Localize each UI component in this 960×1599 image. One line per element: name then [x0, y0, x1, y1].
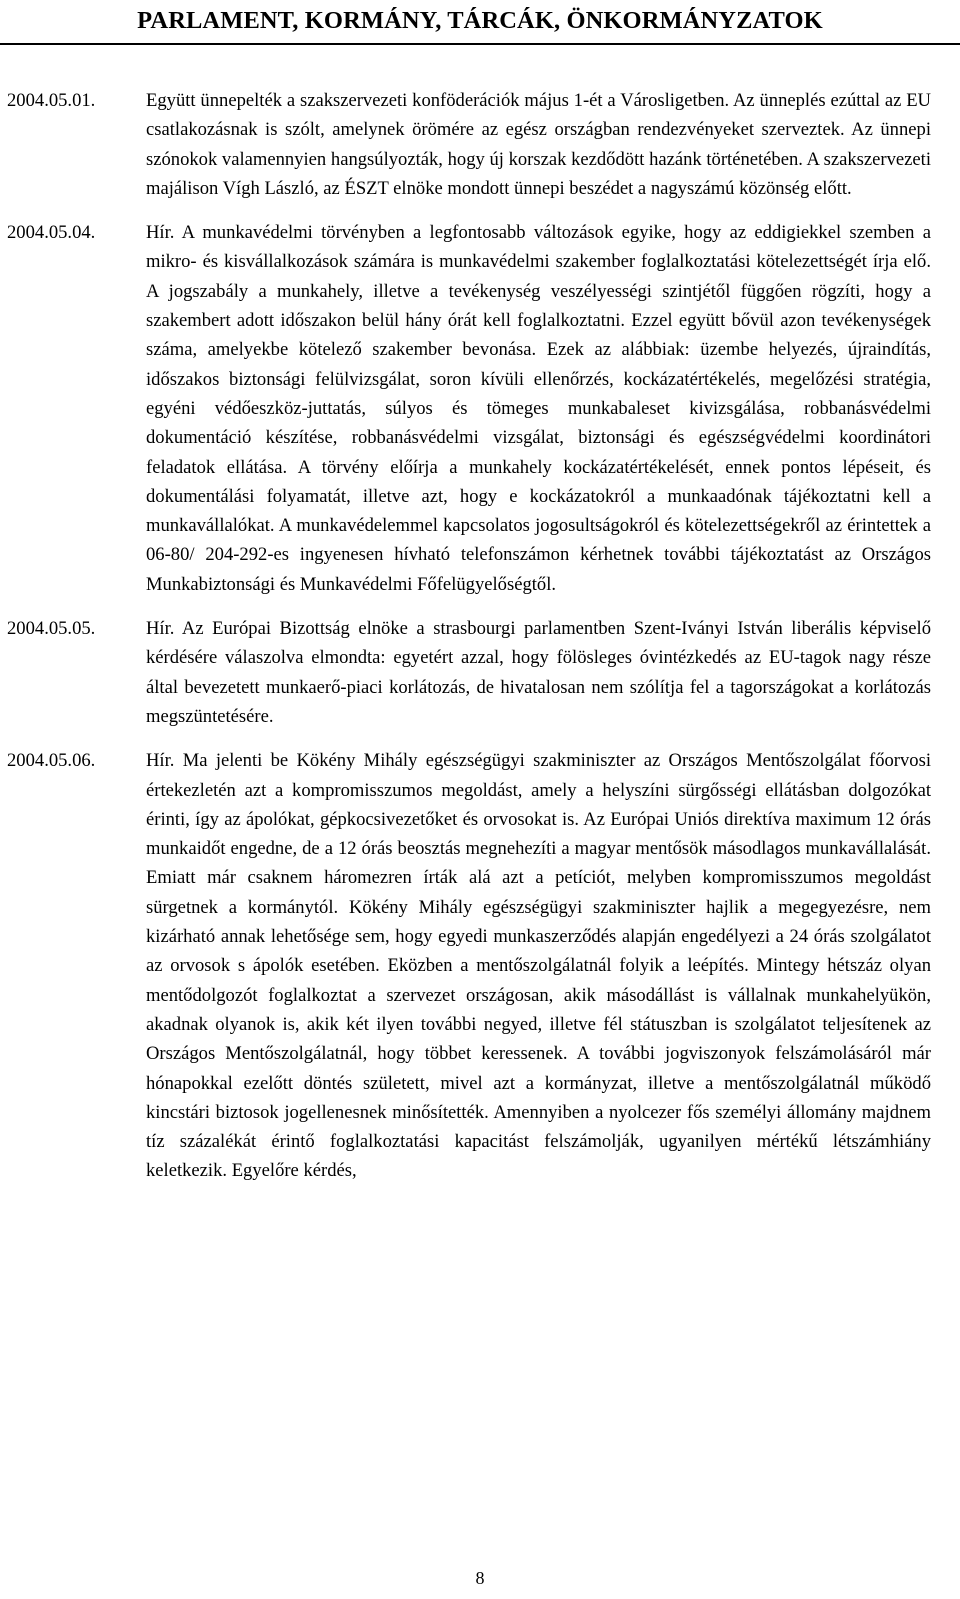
entry-text: Hír. A munkavédelmi törvényben a legfontosabb változások egyike, hogy az eddigiekkel szemben a mikro- és kisvállalkozások számára is munkavédelmi szakember foglalkoztatási kötelezettségét írja elő. A jogszabály a munkahely, illetve a tevékenység veszélyességi szintjétől függően rögzíti, hogy a szakembert adott időszakon belül hány órát kell foglalkoztatni. Ezzel együtt bővül azon tevékenységek száma, amelyekbe kötelező szakember bevonása. Ezek az alábbiak: üzembe helyezés, újraindítás, időszakos biztonsági felülvizsgálat, soron kívüli ellenőrzés, kockázatértékelés, megelőzési stratégia, egyéni védőeszköz-juttatás, súlyos és tömeges munkabaleset kivizsgálása, robbanásvédelmi dokumentáció készítése, robbanásvédelmi vizsgálat, biztonsági és egészségvédelmi koordinátori feladatok ellátása. A törvény előírja a munkahely kockázatértékelését, ennek pontos lépéseit, és dokumentálási folyamatát, illetve azt, hogy e kockázatokról a munkaadónak tájékoztatni kell a munkavállalókat. A munkavédelemmel kapcsolatos jogosultságokról és kötelezettségekről az érintettek a 06-80/ 204-292-es ingyenesen hívható telefonszámon kérhetnek további tájékoztatást az Országos Munkabiztonsági és Munkavédelmi Főfelügyelőségtől.	[146, 222, 931, 595]
entry-text: Együtt ünnepelték a szakszervezeti konföderációk május 1-ét a Városligetben. Az ünneplés ezúttal az EU csatlakozásnak is szólt, amelynek örömére az egész országban rendezvényeket szerveztek. Az ünnepi szónokok valamennyien hangsúlyozták, hogy új korszak kezdődött hazánk történetében. A szakszervezeti majálison Vígh László, az ÉSZT elnöke mondott ünnepi beszédet a nagyszámú közönség előtt.	[146, 90, 931, 199]
entry-date: 2004.05.04.	[7, 222, 96, 244]
news-entry	[0, 218, 960, 599]
news-entry	[0, 614, 960, 731]
header-divider	[0, 43, 960, 45]
news-entry	[0, 746, 960, 1185]
entry-date: 2004.05.01.	[7, 90, 96, 111]
entry-text: Hír. Ma jelenti be Kökény Mihály egészségügyi szakminiszter az Országos Mentőszolgálat főorvosi értekezletén azt a kompromisszumos megoldást, amely a helyszíni sürgősségi ellátásban dolgozókat érinti, így az ápolókat, gépkocsivezetőket és orvosokat is. Az Európai Uniós direktíva maximum 12 órás munkaidőt engedne, de a 12 órás beosztás megnehezíti a magyar mentősök másodlagos munkavállalását. Emiatt már csaknem háromezren írták alá azt a petíciót, melyben kompromisszumos megoldást sürgetnek a kormánytól. Kökény Mihály egészségügyi szakminiszter hajlik a megegyezésre, nem kizárható annak lehetősége sem, hogy egyedi munkaszerződés alapján engedélyezi a 24 órás szolgálatot az orvosok s ápolók esetében. Eközben a mentőszolgálatnál folyik a leépítés. Mintegy hétszáz olyan mentődolgozót foglalkoztat a szervezet országosan, akik másodállást is vállalnak munkahelyükön, akadnak olyanok is, akik két ilyen további negyed, illetve fél státuszban is szolgálatot teljesítenek az Országos Mentőszolgálatnál, hogy többet keressenek. A további jogviszonyok felszámolásáról már hónapokkal ezelőtt döntés született, mivel azt a kormányzat, illetve a mentőszolgálatnál működő kincstári biztosok jogellenesnek minősítették. Amennyiben a nyolcezer fős személyi állomány majdnem tíz százalékát érintő foglalkoztatási kapacitást felszámolják, ugyanilyen mértékű létszámhiány keletkezik. Egyelőre kérdés,	[146, 750, 931, 1182]
page-number: 8	[475, 1568, 485, 1588]
news-entries	[0, 86, 960, 1201]
news-entry	[0, 86, 960, 203]
entry-date: 2004.05.05.	[7, 618, 96, 640]
page-header-title: PARLAMENT, KORMÁNY, TÁRCÁK, ÖNKORMÁNYZATOK	[137, 7, 823, 34]
entry-date: 2004.05.06.	[7, 750, 96, 772]
entry-text: Hír. Az Európai Bizottság elnöke a strasbourgi parlamentben Szent-Iványi István liberális képviselő kérdésére válaszolva elmondta: egyetért azzal, hogy fölösleges óvintézkedés az EU-tagok nagy része által bevezetett munkaerő-piaci korlátozás, de hivatalosan nem szólítja fel a tagországokat a korlátozás megszüntetésére.	[146, 618, 931, 727]
